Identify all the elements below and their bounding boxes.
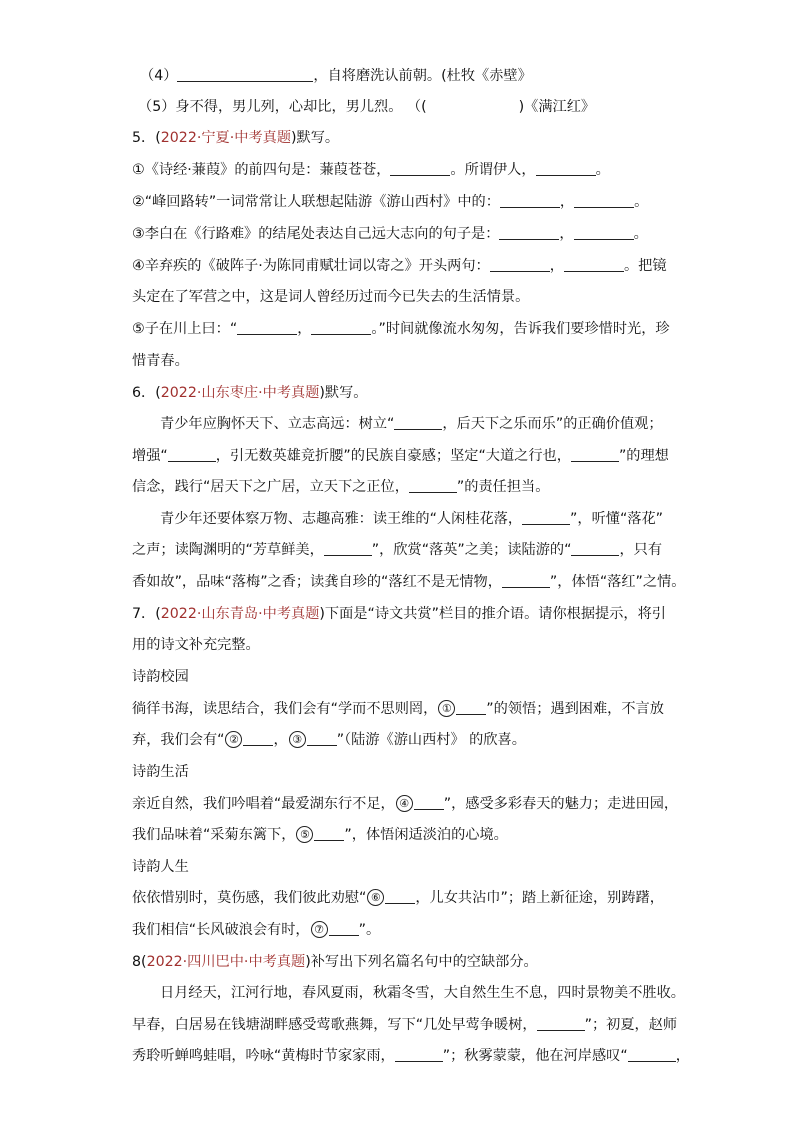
- question-7-title: [132, 604, 666, 624]
- answer-blank[interactable]: [490, 257, 550, 272]
- para-text: ”的理想: [618, 448, 669, 464]
- q6-para-2-line-3: [132, 572, 685, 592]
- para-text: ，只有: [619, 542, 663, 558]
- question-number: 8(: [132, 954, 147, 970]
- answer-blank[interactable]: [499, 225, 559, 240]
- q6-para-1-line-3: [132, 477, 549, 497]
- answer-blank[interactable]: [329, 921, 359, 936]
- circled-number: ⑦: [311, 921, 328, 938]
- para-text: 依依惜别时，莫伤感，我们彼此劝慰“: [132, 890, 367, 906]
- item-text: 惜青春。: [132, 353, 189, 369]
- q8-line-2: [132, 1015, 677, 1035]
- section-heading: 诗韵生活: [132, 764, 189, 780]
- para-text: ”，体悟“落红”之情。: [549, 574, 686, 590]
- para-text: ”（陆游《游山西村》 的欣喜。: [336, 732, 526, 748]
- circled-number: ⑤: [296, 826, 313, 843]
- answer-blank[interactable]: [500, 193, 560, 208]
- item-text: 。”时间就像流水匆匆，告诉我们要珍惜时光，珍: [371, 321, 670, 337]
- q6-para-2-line-2: [132, 540, 662, 560]
- q8-line-1: [160, 983, 685, 1003]
- section-heading: 诗韵校园: [132, 669, 189, 685]
- q7-campus-line-1: [132, 699, 664, 719]
- q6-para-2-line-1: [160, 509, 663, 529]
- item-text: 头定在了军营之中，这是词人曾经历过而今已失去的生活情景。: [132, 289, 530, 305]
- answer-blank[interactable]: [243, 731, 273, 746]
- item-text: ，: [549, 258, 564, 274]
- item-text: ，: [297, 321, 312, 337]
- q5-item-5: [132, 319, 670, 339]
- item-text: 。: [633, 226, 648, 242]
- para-text: ”，听懂“落花”: [570, 511, 664, 527]
- item-text: 。把镜: [623, 258, 667, 274]
- item-text: ④辛弃疾的《破阵子·为陈同甫赋壮词以寄之》开头两句：: [132, 258, 490, 274]
- answer-blank[interactable]: [390, 161, 450, 176]
- question-prompt: 用的诗文补充完整。: [132, 637, 260, 653]
- answer-blank[interactable]: [237, 320, 297, 335]
- para-text: 亲近自然，我们吟唱着“最爱湖东行不足，: [132, 796, 395, 812]
- question-prompt: )下面是“诗文共赏”栏目的推介语。请你根据提示，将引: [319, 606, 666, 622]
- para-text: 青少年应胸怀天下、立志高远：树立“: [160, 416, 395, 432]
- q7-heading-life: [132, 762, 189, 782]
- para-text: ”的领悟；遇到困难，不言放: [486, 701, 664, 717]
- para-text: ，引无数英雄竞折腰”的民族自豪感；坚定“大道之行也，: [215, 448, 571, 464]
- item-text: ①《诗经·蒹葭》的前四句是：蒹葭苍苍，: [132, 162, 391, 178]
- poem-line-4: [140, 66, 532, 86]
- question-source: 2022·山东青岛·中考真题: [160, 606, 320, 622]
- answer-blank[interactable]: [168, 447, 216, 462]
- q5-item-3: [132, 224, 648, 244]
- para-text: ，: [675, 1048, 690, 1064]
- item-text: ②“峰回路转”一词常常让人联想起陆游《游山西村》中的：: [132, 194, 500, 210]
- answer-blank[interactable]: [564, 257, 624, 272]
- item-text: ，: [559, 226, 574, 242]
- circled-number: ①: [438, 700, 455, 717]
- answer-blank[interactable]: [394, 415, 442, 430]
- para-text: ，后天下之乐而乐”的正确价值观；: [442, 416, 663, 432]
- para-text: 我们相信“长风破浪会有时，: [132, 922, 310, 938]
- line-text: （5）身不得，男儿列，心却比，男儿烈。 （(: [138, 99, 427, 115]
- para-text: ”。: [358, 922, 381, 938]
- q7-life-line-2: [132, 825, 508, 845]
- para-text: 之声；读陶渊明的“芳草鲜美，: [132, 542, 324, 558]
- question-prompt: )默写。: [319, 385, 368, 401]
- q7-campus-line-2: [132, 730, 526, 750]
- question-8-title: [132, 952, 538, 972]
- para-text: 信念，践行“居天下之广居，立天下之正位，: [132, 479, 409, 495]
- answer-blank[interactable]: [395, 1047, 443, 1062]
- answer-blank[interactable]: [574, 193, 634, 208]
- question-7-title-cont: [132, 635, 260, 655]
- circled-number: ⑥: [367, 889, 384, 906]
- q7-heading-journey: [132, 857, 189, 877]
- answer-blank[interactable]: [177, 67, 313, 82]
- q7-heading-campus: [132, 667, 189, 687]
- para-text: ”；秋雾蒙蒙，他在河岸感叹“: [442, 1048, 628, 1064]
- circled-number: ③: [289, 731, 306, 748]
- question-number: 7．(: [132, 606, 161, 622]
- para-text: 日月经天，江河行地，春风夏雨，秋霜冬雪，大自然生生不息，四时景物美不胜收。: [160, 985, 685, 1001]
- question-source: 2022·四川巴中·中考真题: [146, 954, 306, 970]
- q7-life-line-1: [132, 794, 678, 814]
- item-text: 。: [634, 194, 649, 210]
- answer-blank[interactable]: [574, 225, 634, 240]
- item-text: ③李白在《行路难》的结尾处表达自己远大志向的句子是：: [132, 226, 500, 242]
- para-text: 增强“: [132, 448, 168, 464]
- q6-para-1-line-2: [132, 446, 669, 466]
- answer-blank[interactable]: [311, 320, 371, 335]
- q5-item-2: [132, 192, 648, 212]
- poem-line-5: [138, 97, 595, 117]
- answer-blank[interactable]: [414, 795, 444, 810]
- para-text: ”，欣赏“落英”之美；读陆游的“: [371, 542, 572, 558]
- line-text: )《满江红》: [518, 99, 596, 115]
- para-text: 弃，我们会有“: [132, 732, 225, 748]
- para-text: 青少年还要体察万物、志趣高雅：读王维的“人闲桂花落，: [160, 511, 523, 527]
- line-label: （4）: [140, 68, 178, 84]
- question-6-title: [132, 383, 368, 403]
- question-prompt: )补写出下列名篇名句中的空缺部分。: [305, 954, 538, 970]
- answer-blank[interactable]: [314, 826, 344, 841]
- question-number: 5．(: [132, 130, 161, 146]
- q5-item-5-cont: [132, 351, 189, 371]
- para-text: ，儿女共沾巾”；踏上新征途，别踌躇，: [415, 890, 664, 906]
- item-text: ⑤子在川上曰：“: [132, 321, 238, 337]
- q5-item-1: [132, 160, 610, 180]
- q5-item-4-cont: [132, 287, 529, 307]
- answer-blank[interactable]: [522, 510, 570, 525]
- answer-blank[interactable]: [536, 161, 596, 176]
- answer-blank[interactable]: [571, 447, 619, 462]
- circled-number: ④: [396, 795, 413, 812]
- para-text: ”，体悟闲适淡泊的心境。: [344, 827, 508, 843]
- answer-blank[interactable]: [456, 700, 486, 715]
- item-text: 。: [595, 162, 610, 178]
- question-number: 6．(: [132, 385, 161, 401]
- para-text: ”；初夏，赵师: [584, 1017, 678, 1033]
- para-text: 秀聆听蝉鸣蛙唱，吟咏“黄梅时节家家雨，: [132, 1048, 395, 1064]
- q8-line-3: [132, 1046, 690, 1066]
- question-source: 2022·宁夏·中考真题: [160, 130, 292, 146]
- line-text: ，自将磨洗认前朝。(杜牧《赤壁》: [313, 68, 532, 84]
- q7-journey-line-2: [132, 920, 380, 940]
- para-text: ”，感受多彩春天的魅力；走进田园，: [443, 796, 679, 812]
- answer-blank[interactable]: [502, 573, 550, 588]
- question-prompt: )默写。: [291, 130, 340, 146]
- answer-blank[interactable]: [307, 731, 337, 746]
- q7-journey-line-1: [132, 888, 664, 908]
- answer-blank[interactable]: [537, 1016, 585, 1031]
- section-heading: 诗韵人生: [132, 859, 189, 875]
- answer-blank[interactable]: [571, 541, 619, 556]
- q5-item-4: [132, 256, 667, 276]
- item-text: 。所谓伊人，: [450, 162, 536, 178]
- para-text: ”的责任担当。: [456, 479, 550, 495]
- q6-para-1-line-1: [160, 414, 663, 434]
- answer-blank[interactable]: [409, 478, 457, 493]
- para-text: 徜徉书海，读思结合，我们会有“学而不思则罔，: [132, 701, 438, 717]
- answer-blank[interactable]: [324, 541, 372, 556]
- para-text: 我们品味着“采菊东篱下，: [132, 827, 296, 843]
- para-text: 香如故”，品味“落梅”之香；读龚自珍的“落红不是无情物，: [132, 574, 502, 590]
- question-source: 2022·山东枣庄·中考真题: [160, 385, 320, 401]
- circled-number: ②: [225, 731, 242, 748]
- question-5-title: [132, 128, 339, 148]
- answer-blank[interactable]: [628, 1047, 676, 1062]
- item-text: ，: [559, 194, 575, 210]
- para-text: ，: [273, 732, 288, 748]
- answer-blank[interactable]: [385, 889, 415, 904]
- para-text: 早春，白居易在钱塘湖畔感受莺歌燕舞，写下“几处早莺争暖树，: [132, 1017, 537, 1033]
